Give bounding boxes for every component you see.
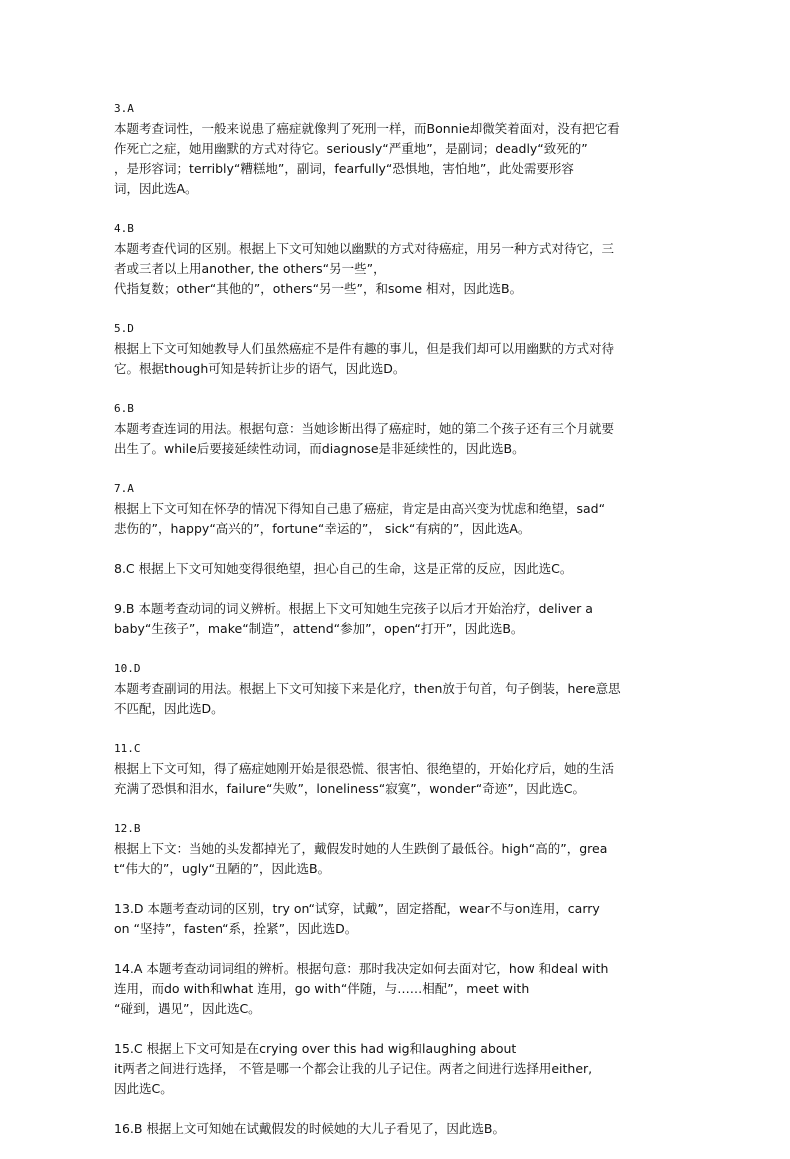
explanation-line: 本题考查副词的用法。根据上下文可知接下来是化疗，then放于句首，句子倒装，here意思: [114, 681, 621, 696]
answer-item-15: [114, 1039, 674, 1099]
explanation-line: 本题考查代词的区别。根据上下文可知她以幽默的方式对待癌症，用另一种方式对待它，三: [114, 241, 615, 256]
answer-item-5: [114, 319, 674, 379]
explanation-line: 根据上下文：当她的头发都掉光了，戴假发时她的人生跌倒了最低谷。high“高的”，grea: [114, 841, 608, 856]
explanation-line: 本题考查连词的用法。根据句意：当她诊断出得了癌症时，她的第二个孩子还有三个月就要: [114, 421, 615, 436]
explanation-line: 9.B 本题考查动词的词义辨析。根据上下文可知她生完孩子以后才开始治疗，deliver a: [114, 601, 593, 616]
explanation-line: 连用，而do with和what 连用，go with“伴随，与……相配”，meet with: [114, 981, 530, 996]
explanation-line: 16.B 根据上文可知她在试戴假发的时候她的大儿子看见了，因此选B。: [114, 1121, 506, 1136]
explanation-line: 15.C 根据上下文可知是在crying over this had wig和laughing about: [114, 1041, 517, 1056]
explanation-line: 根据上下文可知，得了癌症她刚开始是很恐慌、很害怕、很绝望的，开始化疗后，她的生活: [114, 761, 615, 776]
answer-explanations: [114, 99, 674, 1159]
explanation-line: 充满了恐惧和泪水，failure“失败”，loneliness“寂寞”，wonder“奇迹”，因此选C。: [114, 781, 585, 796]
explanation-line: 根据上下文可知她教导人们虽然癌症不是件有趣的事儿，但是我们却可以用幽默的方式对待: [114, 341, 615, 356]
answer-number: 10.D: [114, 662, 141, 675]
answer-number: 6.B: [114, 402, 134, 415]
explanation-line: 悲伤的”，happy“高兴的”，fortune“幸运的”， sick“有病的”，因此选A。: [114, 521, 531, 536]
answer-number: 12.B: [114, 822, 141, 835]
answer-item-16: [114, 1119, 674, 1139]
explanation-line: 本题考查词性，一般来说患了癌症就像判了死刑一样，而Bonnie却微笑着面对，没有把它看: [114, 121, 620, 136]
answer-item-3: [114, 99, 674, 199]
explanation-line: baby“生孩子”，make“制造”，attend“参加”，open“打开”，因此选B。: [114, 621, 524, 636]
explanation-line: 14.A 本题考查动词词组的辨析。根据句意：那时我决定如何去面对它，how 和deal with: [114, 961, 609, 976]
answer-item-12: [114, 819, 674, 879]
explanation-line: on “坚持”，fasten“系，拴紧”，因此选D。: [114, 921, 358, 936]
answer-item-14: [114, 959, 674, 1019]
answer-number: 3.A: [114, 102, 134, 115]
answer-item-13: [114, 899, 674, 939]
explanation-line: 代指复数；other“其他的”，others“另一些”，和some 相对，因此选B。: [114, 281, 523, 296]
explanation-line: 出生了。while后要接延续性动词，而diagnose是非延续性的，因此选B。: [114, 441, 525, 456]
answer-number: 4.B: [114, 222, 134, 235]
answer-item-4: [114, 219, 674, 299]
explanation-line: 作死亡之症，她用幽默的方式对待它。seriously“严重地”，是副词；deadly“致死的”: [114, 141, 588, 156]
answer-number: 11.C: [114, 742, 141, 755]
explanation-line: 因此选C。: [114, 1081, 173, 1096]
explanation-line: “碰到，遇见”，因此选C。: [114, 1001, 261, 1016]
answer-item-10: [114, 659, 674, 719]
explanation-line: 它。根据though可知是转折让步的语气，因此选D。: [114, 361, 406, 376]
explanation-line: 者或三者以上用another, the others“另一些”，: [114, 261, 386, 276]
explanation-line: 词，因此选A。: [114, 181, 198, 196]
answer-item-9: [114, 599, 674, 639]
explanation-line: 不匹配，因此选D。: [114, 701, 224, 716]
answer-number: 7.A: [114, 482, 134, 495]
answer-number: 5.D: [114, 322, 134, 335]
explanation-line: 根据上下文可知在怀孕的情况下得知自己患了癌症，肯定是由高兴变为忧虑和绝望，sad“: [114, 501, 606, 516]
explanation-line: ，是形容词；terribly“糟糕地”，副词，fearfully“恐惧地，害怕地”，此处需要形容: [114, 161, 574, 176]
explanation-line: 8.C 根据上下文可知她变得很绝望，担心自己的生命，这是正常的反应，因此选C。: [114, 561, 573, 576]
explanation-line: t“伟大的”，ugly“丑陋的”，因此选B。: [114, 861, 331, 876]
explanation-line: 13.D 本题考查动词的区别，try on“试穿，试戴”，固定搭配，wear不与on连用，carry: [114, 901, 600, 916]
answer-item-11: [114, 739, 674, 799]
explanation-line: it两者之间进行选择， 不管是哪一个都会让我的儿子记住。两者之间进行选择用either,: [114, 1061, 593, 1076]
answer-item-7: [114, 479, 674, 539]
answer-item-8: [114, 559, 674, 579]
answer-item-6: [114, 399, 674, 459]
